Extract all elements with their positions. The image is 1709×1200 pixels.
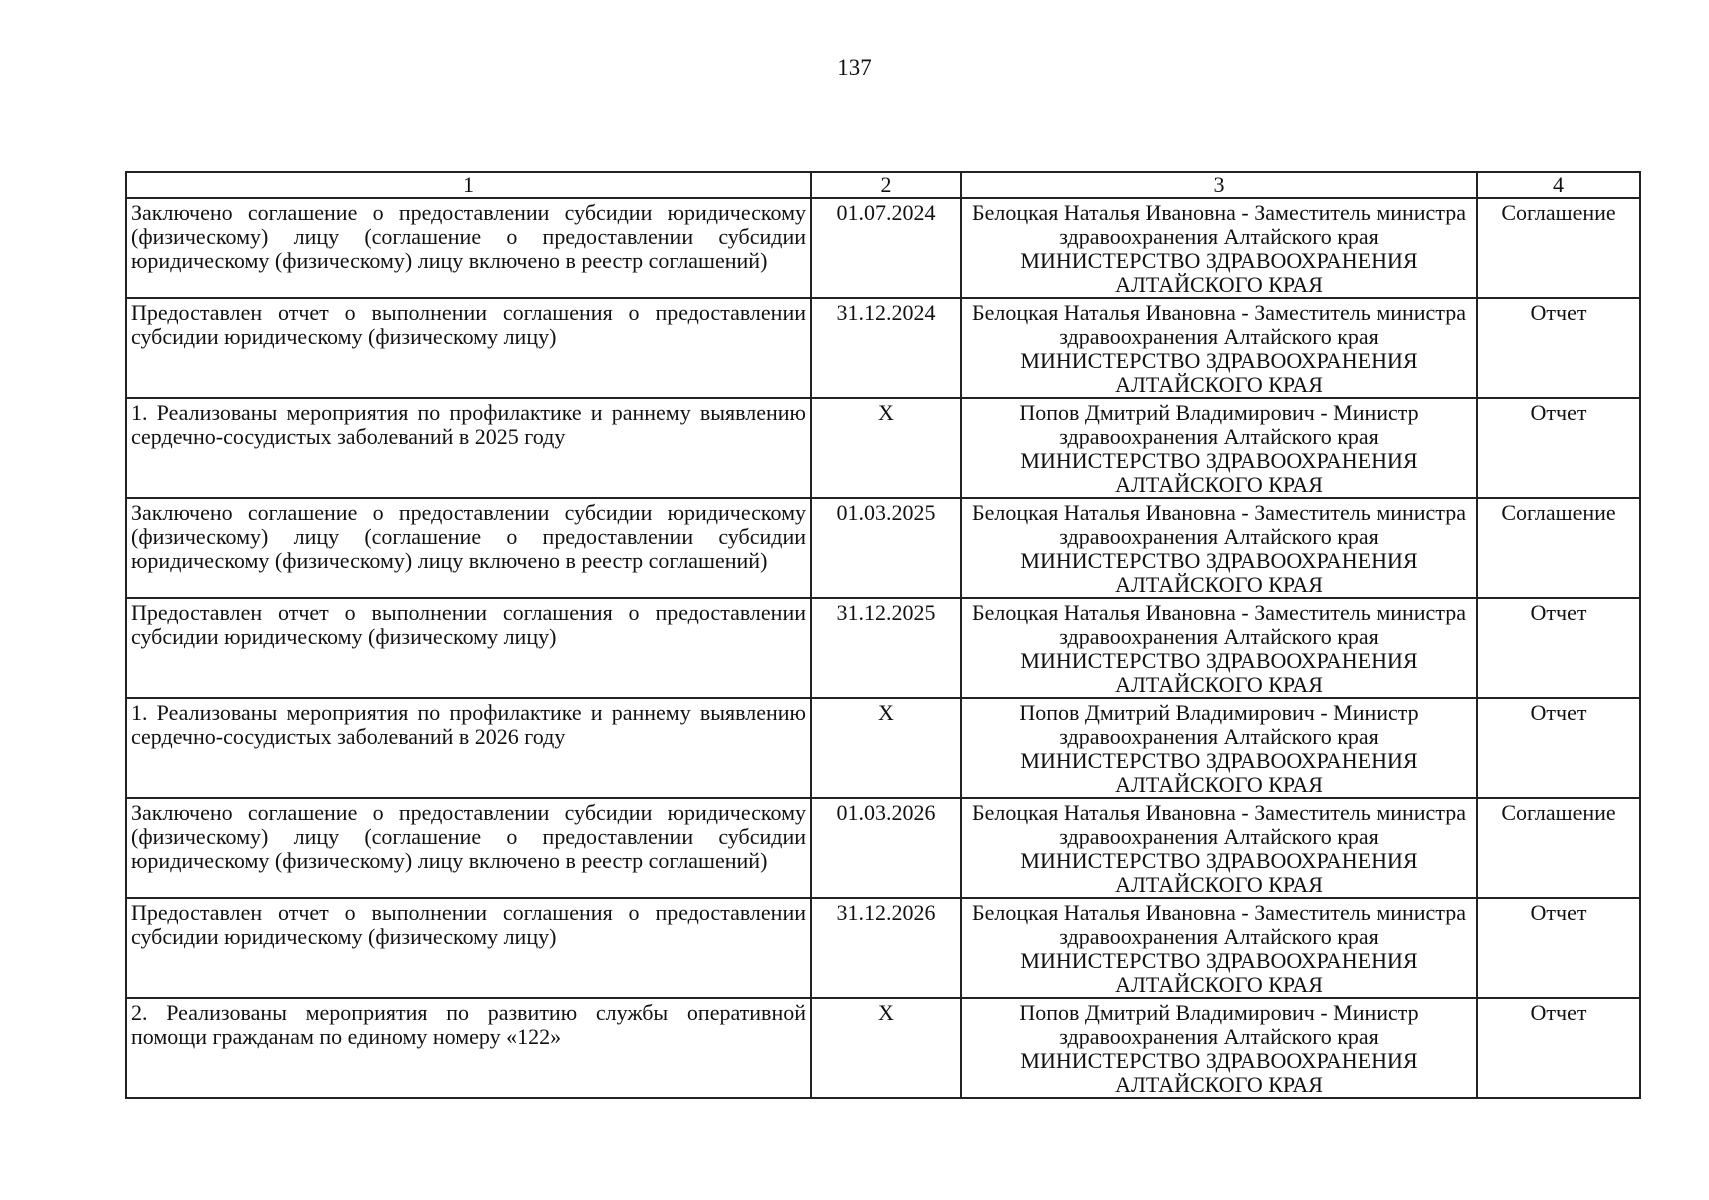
event-date: X [811,698,961,798]
event-date: 01.03.2026 [811,798,961,898]
event-date: 31.12.2024 [811,298,961,398]
table-row [126,998,1640,1098]
responsible-person: Белоцкая Наталья Ивановна - Заместитель министра здравоохранения Алтайского края [972,500,1466,549]
responsible-cell [961,598,1477,698]
responsible-organization: МИНИСТЕРСТВО ЗДРАВООХРАНЕНИЯ АЛТАЙСКОГО КРАЯ [1020,248,1418,297]
responsible-person: Белоцкая Наталья Ивановна - Заместитель министра здравоохранения Алтайского края [972,900,1466,949]
schedule-table [125,171,1641,1099]
responsible-organization: МИНИСТЕРСТВО ЗДРАВООХРАНЕНИЯ АЛТАЙСКОГО КРАЯ [1020,348,1418,397]
table-row [126,698,1640,798]
responsible-cell [961,198,1477,298]
responsible-cell [961,798,1477,898]
responsible-person: Белоцкая Наталья Ивановна - Заместитель министра здравоохранения Алтайского края [972,200,1466,249]
responsible-organization: МИНИСТЕРСТВО ЗДРАВООХРАНЕНИЯ АЛТАЙСКОГО КРАЯ [1020,648,1418,697]
event-description: Заключено соглашение о предоставлении субсидии юридическому (физическому) лицу (соглашение о предоставлении субсидии юридическому (физическому) лицу включено в реестр соглашений) [126,198,811,298]
document-type: Отчет [1477,398,1640,498]
document-type: Соглашение [1477,198,1640,298]
responsible-person: Белоцкая Наталья Ивановна - Заместитель министра здравоохранения Алтайского края [972,300,1466,349]
document-type: Отчет [1477,298,1640,398]
responsible-cell [961,498,1477,598]
responsible-person: Белоцкая Наталья Ивановна - Заместитель министра здравоохранения Алтайского края [972,800,1466,849]
table-row [126,298,1640,398]
responsible-person: Белоцкая Наталья Ивановна - Заместитель министра здравоохранения Алтайского края [972,600,1466,649]
document-type: Соглашение [1477,798,1640,898]
event-description: Предоставлен отчет о выполнении соглашения о предоставлении субсидии юридическому (физическому лицу) [126,598,811,698]
event-description: Заключено соглашение о предоставлении субсидии юридическому (физическому) лицу (соглашение о предоставлении субсидии юридическому (физическому) лицу включено в реестр соглашений) [126,798,811,898]
page-number: 137 [837,55,872,80]
table-row [126,398,1640,498]
event-date: 31.12.2025 [811,598,961,698]
table-row [126,198,1640,298]
responsible-cell [961,398,1477,498]
document-type: Отчет [1477,998,1640,1098]
table-row [126,598,1640,698]
column-header-2: 2 [811,172,961,198]
table-row [126,898,1640,998]
document-type: Отчет [1477,598,1640,698]
responsible-organization: МИНИСТЕРСТВО ЗДРАВООХРАНЕНИЯ АЛТАЙСКОГО КРАЯ [1020,1048,1418,1097]
column-header-4: 4 [1477,172,1640,198]
table-body [126,198,1640,1098]
event-description: 1. Реализованы мероприятия по профилактике и раннему выявлению сердечно-сосудистых заболеваний в 2025 году [126,398,811,498]
event-description: Предоставлен отчет о выполнении соглашения о предоставлении субсидии юридическому (физическому лицу) [126,898,811,998]
responsible-cell [961,998,1477,1098]
event-date: 01.07.2024 [811,198,961,298]
responsible-person: Попов Дмитрий Владимирович - Министр здравоохранения Алтайского края [1019,700,1419,749]
responsible-organization: МИНИСТЕРСТВО ЗДРАВООХРАНЕНИЯ АЛТАЙСКОГО КРАЯ [1020,548,1418,597]
event-date: 31.12.2026 [811,898,961,998]
responsible-organization: МИНИСТЕРСТВО ЗДРАВООХРАНЕНИЯ АЛТАЙСКОГО КРАЯ [1020,448,1418,497]
column-header-1: 1 [126,172,811,198]
responsible-cell [961,898,1477,998]
responsible-cell [961,698,1477,798]
responsible-organization: МИНИСТЕРСТВО ЗДРАВООХРАНЕНИЯ АЛТАЙСКОГО КРАЯ [1020,948,1418,997]
responsible-cell [961,298,1477,398]
document-type: Соглашение [1477,498,1640,598]
responsible-organization: МИНИСТЕРСТВО ЗДРАВООХРАНЕНИЯ АЛТАЙСКОГО КРАЯ [1020,748,1418,797]
event-date: 01.03.2025 [811,498,961,598]
table-row [126,498,1640,598]
event-description: 2. Реализованы мероприятия по развитию службы оперативной помощи гражданам по единому номеру «122» [126,998,811,1098]
event-description: Заключено соглашение о предоставлении субсидии юридическому (физическому) лицу (соглашение о предоставлении субсидии юридическому (физическому) лицу включено в реестр соглашений) [126,498,811,598]
event-description: Предоставлен отчет о выполнении соглашения о предоставлении субсидии юридическому (физическому лицу) [126,298,811,398]
responsible-person: Попов Дмитрий Владимирович - Министр здравоохранения Алтайского края [1019,400,1419,449]
table-header-row [126,172,1640,198]
table-row [126,798,1640,898]
document-type: Отчет [1477,698,1640,798]
event-description: 1. Реализованы мероприятия по профилактике и раннему выявлению сердечно-сосудистых заболеваний в 2026 году [126,698,811,798]
document-type: Отчет [1477,898,1640,998]
event-date: X [811,398,961,498]
event-date: X [811,998,961,1098]
responsible-organization: МИНИСТЕРСТВО ЗДРАВООХРАНЕНИЯ АЛТАЙСКОГО КРАЯ [1020,848,1418,897]
responsible-person: Попов Дмитрий Владимирович - Министр здравоохранения Алтайского края [1019,1000,1419,1049]
column-header-3: 3 [961,172,1477,198]
